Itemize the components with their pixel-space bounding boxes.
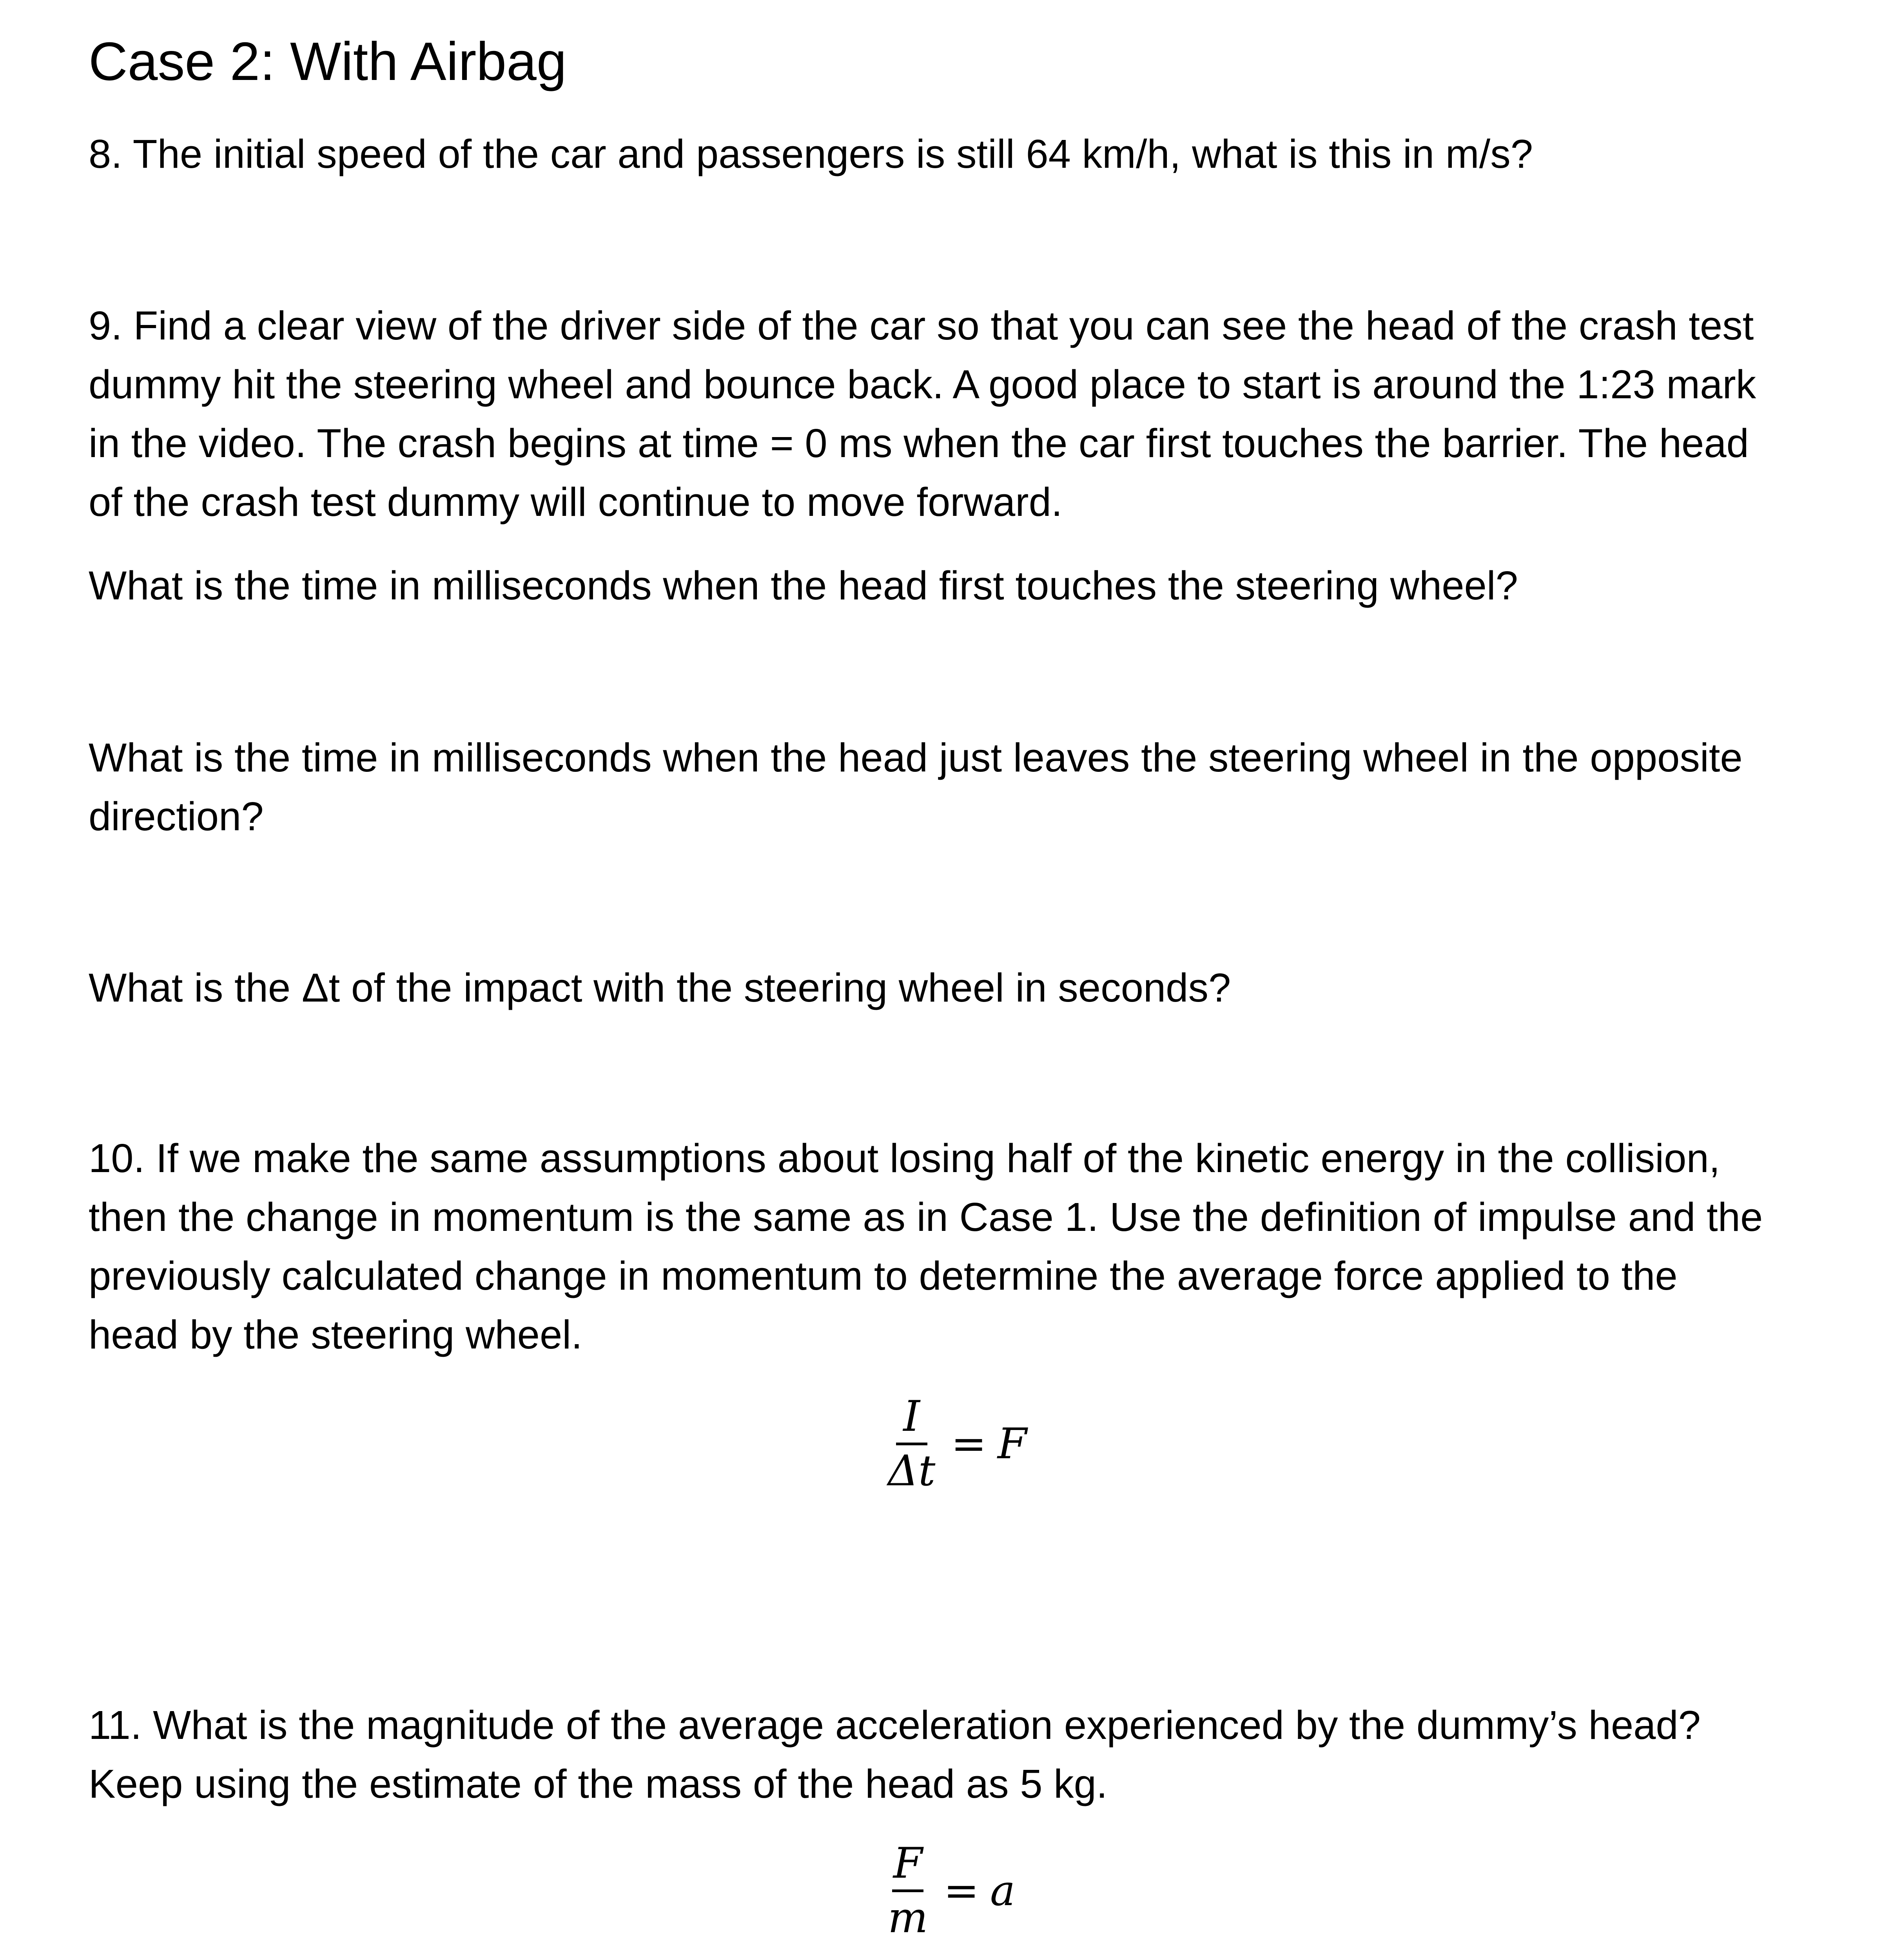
question-11-line: Keep using the estimate of the mass of the head as 5 kg. [89,1761,1108,1806]
question-11-line: 11. What is the magnitude of the average acceleration experienced by the dummy’s head? [89,1702,1701,1748]
equation-denominator: m [888,1893,928,1942]
question-9a-text: What is the time in milliseconds when the head first touches the steering wheel? [89,563,1518,608]
equation-result: a [990,1866,1016,1915]
question-9-part-c [89,958,1833,1017]
equation-fraction [884,1392,939,1495]
question-10-line: previously calculated change in momentum to determine the average force applied to the [89,1253,1678,1298]
question-9-line: 9. Find a clear view of the driver side of the car so that you can see the head of the crash test [89,303,1754,348]
equation-denominator: Δt [888,1446,936,1495]
equation-rhs [951,1419,1027,1468]
equals-sign: = [943,1866,979,1915]
equation-fraction [884,1839,932,1942]
force-acceleration-equation [884,1839,1016,1942]
equation-rhs [943,1866,1016,1915]
question-11 [89,1696,1833,1813]
question-8 [89,125,1833,183]
question-9b-line: What is the time in milliseconds when the head just leaves the steering wheel in the opposite [89,735,1743,780]
question-9-part-b [89,728,1833,846]
question-10-line: head by the steering wheel. [89,1312,582,1357]
question-10-line: 10. If we make the same assumptions about losing half of the kinetic energy in the collision, [89,1136,1720,1181]
question-9c-text: What is the Δt of the impact with the steering wheel in seconds? [89,965,1231,1010]
question-10-line: then the change in momentum is the same as in Case 1. Use the definition of impulse and the [89,1194,1763,1240]
equation-numerator: F [892,1842,923,1892]
question-8-line: 8. The initial speed of the car and passengers is still 64 km/h, what is this in m/s? [89,131,1533,176]
question-9-line: dummy hit the steering wheel and bounce back. A good place to start is around the 1:23 mark [89,362,1756,407]
question-9-line: in the video. The crash begins at time = 0 ms when the car first touches the barrier. The head [89,421,1749,466]
question-10 [89,1129,1833,1364]
impulse-force-equation [884,1392,1027,1495]
equals-sign: = [951,1419,987,1468]
question-9b-line: direction? [89,794,264,839]
question-9 [89,296,1833,532]
equation-numerator: I [896,1396,927,1445]
equation-result: F [997,1419,1027,1468]
question-9-line: of the crash test dummy will continue to move forward. [89,479,1063,524]
question-9-part-a [89,556,1833,615]
page-title: Case 2: With Airbag [89,31,567,92]
